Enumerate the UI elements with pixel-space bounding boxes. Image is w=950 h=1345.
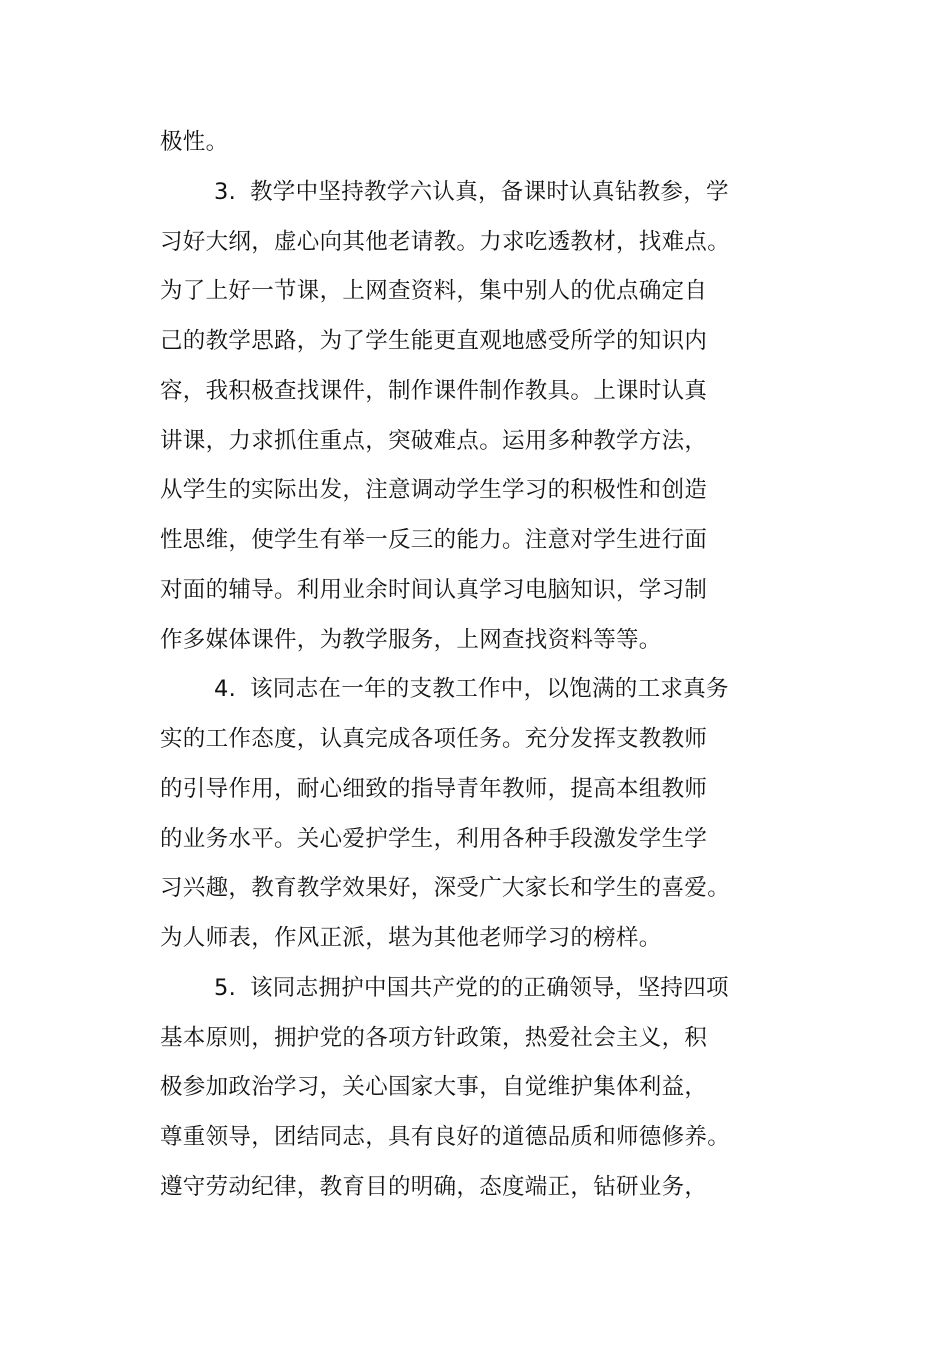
text-line: 性思维，使学生有举一反三的能力。注意对学生进行面 [160, 527, 708, 553]
paragraph-start-line: 3. 教学中坚持教学六认真，备课时认真钻教参，学 [160, 168, 760, 218]
text-line: 己的教学思路，为了学生能更直观地感受所学的知识内 [160, 328, 708, 354]
text-line: 习兴趣，教育教学效果好，深受广大家长和学生的喜爱。 [160, 875, 731, 902]
text-line: 容，我积极查找课件，制作课件制作教具。上课时认真 [160, 377, 708, 404]
paragraph-number: 3. [214, 178, 237, 205]
text-line: 遵守劳动纪律，教育目的明确，态度端正，钻研业务， [160, 1173, 708, 1200]
text-line: 为了上好一节课，上网查资料，集中别人的优点确定自 [160, 278, 708, 305]
text-line: 从学生的实际出发，注意调动学生学习的积极性和创造 [160, 477, 708, 504]
text-line: 极性。 [160, 129, 229, 155]
text-line: 极参加政治学习，关心国家大事，自觉维护集体利益， [160, 1074, 708, 1101]
text-line: 对面的辅导。利用业余时间认真学习电脑知识，学习制 [160, 576, 708, 603]
paragraph-start-line: 4. 该同志在一年的支教工作中，以饱满的工求真务 [160, 665, 760, 715]
paragraph-number: 5. [214, 974, 237, 1001]
paragraph-start-line: 5. 该同志拥护中国共产党的的正确领导，坚持四项 [160, 964, 760, 1014]
text-line: 实的工作态度，认真完成各项任务。充分发挥支教教师 [160, 726, 708, 752]
text-line: 尊重领导，团结同志，具有良好的道德品质和师德修养。 [160, 1124, 731, 1150]
document-body [160, 118, 760, 1213]
text-line: 作多媒体课件，为教学服务，上网查找资料等等。 [160, 626, 662, 653]
text-line: 的业务水平。关心爱护学生，利用各种手段激发学生学 [160, 825, 708, 852]
text-line: 的引导作用，耐心细致的指导青年教师，提高本组教师 [160, 775, 708, 802]
text-line: 为人师表，作风正派，堪为其他老师学习的榜样。 [160, 925, 662, 951]
text-line: 习好大纲，虚心向其他老请教。力求吃透教材，找难点。 [160, 228, 731, 255]
text-line: 讲课，力求抓住重点，突破难点。运用多种教学方法， [160, 427, 708, 454]
text-line: 基本原则，拥护党的各项方针政策，热爱社会主义，积 [160, 1024, 708, 1051]
paragraph-number: 4. [214, 676, 237, 703]
